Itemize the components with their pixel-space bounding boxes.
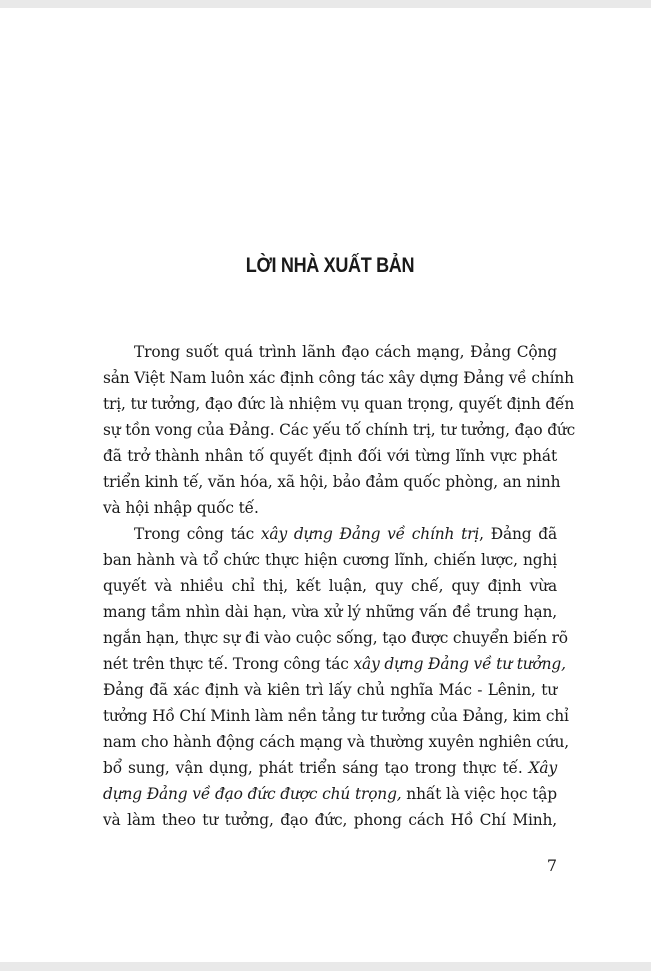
text-line <box>103 755 557 781</box>
text-line: ngắn hạn, thực sự đi vào cuộc sống, tạo được chuyển biến rõ <box>103 629 568 647</box>
line-segment: nét trên thực tế. Trong công tác <box>103 655 354 673</box>
top-margin-strip <box>0 0 651 8</box>
italic-phrase: Xây <box>528 759 557 777</box>
body-text <box>103 339 576 833</box>
text-line: và hội nhập quốc tế. <box>103 499 259 517</box>
italic-phrase: xây dựng Đảng về tư tưởng, <box>353 655 566 673</box>
text-line: và làm theo tư tưởng, đạo đức, phong cách Hồ Chí Minh, <box>103 811 557 829</box>
line-segment: nhất là việc học tập <box>401 785 557 803</box>
text-line: ban hành và tổ chức thực hiện cương lĩnh, chiến lược, nghị <box>103 551 557 569</box>
text-line: quyết và nhiều chỉ thị, kết luận, quy chế, quy định vừa <box>103 577 557 595</box>
italic-phrase: dựng Đảng về đạo đức được chú trọng, <box>103 785 402 803</box>
text-line: mang tầm nhìn dài hạn, vừa xử lý những vấn đề trung hạn, <box>103 603 557 621</box>
text-line: Trong suốt quá trình lãnh đạo cách mạng, Đảng Cộng <box>134 343 557 361</box>
line-segment: Trong công tác <box>134 525 261 543</box>
text-line: nam cho hành động cách mạng và thường xuyên nghiên cứu, <box>103 733 569 751</box>
page-number: 7 <box>546 856 557 875</box>
text-line: Đảng đã xác định và kiên trì lấy chủ nghĩa Mác - Lênin, tư <box>103 681 557 699</box>
text-line: tưởng Hồ Chí Minh làm nền tảng tư tưởng của Đảng, kim chỉ <box>103 707 569 725</box>
line-segment: bổ sung, vận dụng, phát triển sáng tạo trong thực tế. <box>103 759 529 777</box>
text-line <box>103 651 566 677</box>
text-line: sản Việt Nam luôn xác định công tác xây dựng Đảng về chính <box>103 369 574 387</box>
italic-phrase: xây dựng Đảng về chính trị <box>260 525 480 543</box>
text-line: sự tồn vong của Đảng. Các yếu tố chính trị, tư tưởng, đạo đức <box>103 421 576 439</box>
bottom-margin-strip <box>0 962 651 971</box>
book-page <box>0 8 651 962</box>
text-line: đã trở thành nhân tố quyết định đối với từng lĩnh vực phát <box>103 447 557 465</box>
text-line <box>103 521 557 547</box>
text-line: triển kinh tế, văn hóa, xã hội, bảo đảm quốc phòng, an ninh <box>103 473 561 491</box>
text-line <box>103 781 557 807</box>
page-title: LỜI NHÀ XUẤT BẢN <box>245 254 415 277</box>
text-line: trị, tư tưởng, đạo đức là nhiệm vụ quan trọng, quyết định đến <box>103 395 575 413</box>
line-segment: , Đảng đã <box>479 525 557 543</box>
